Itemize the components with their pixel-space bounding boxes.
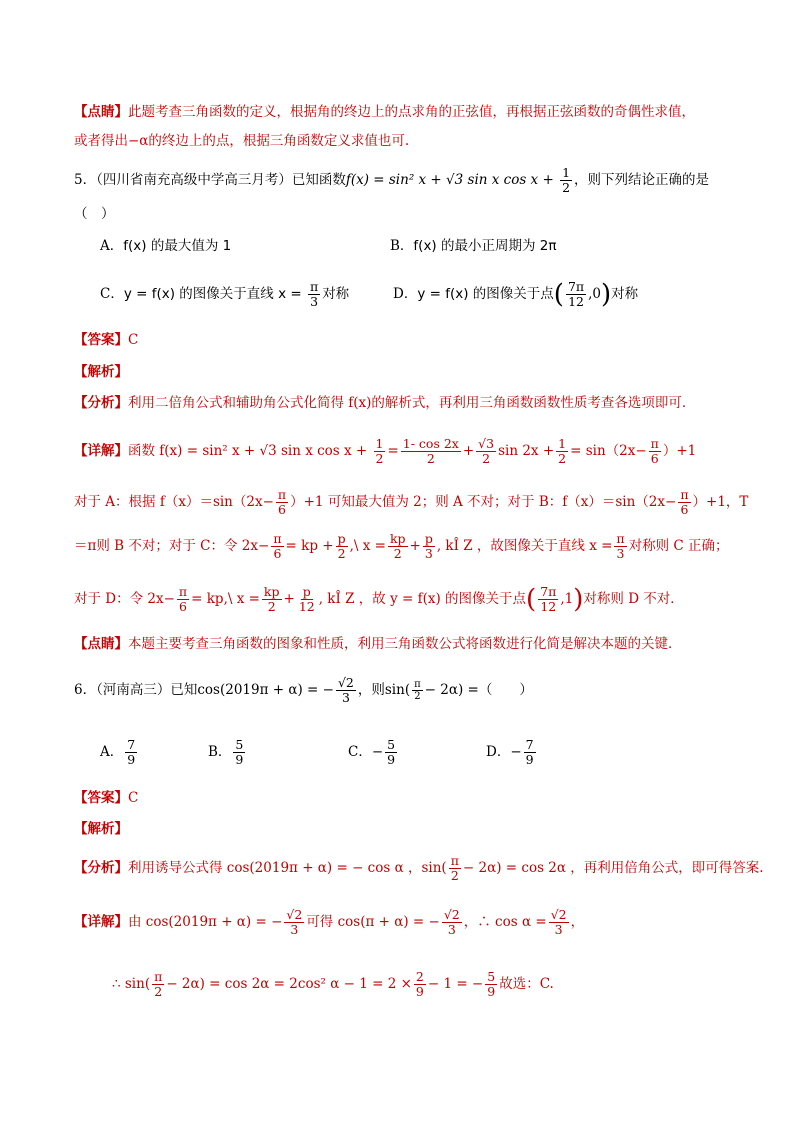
q5-jiexi: 【解析】 bbox=[74, 364, 128, 380]
q6-option-c: C．− $\frac{5}{9}$ bbox=[348, 737, 396, 767]
q6-analysis: 【分析】利用诱导公式得 cos(2019π + α) = − cos α ，sin( $\frac{\pi}{2}$ − 2α) = cos 2α ，再利用倍角公式，即可得答案. bbox=[74, 853, 764, 883]
dianjing-tag: 【点睛】 bbox=[74, 104, 128, 120]
q5-reasoning-1: 对于 A：根据 f（x）＝sin（2x− $\frac{\pi}{6}$ ）+1 可知最大值为 2；则 A 不对；对于 B：f（x）＝sin（2x− $\frac{\pi}{6}$ ）+1，T bbox=[74, 487, 749, 517]
q5-detail: 【详解】函数 f(x) = sin² x + √3 sin x cos x + $\frac{1}{2}$ = $\frac{1- \cos 2x}{2}$ + $\frac{√3}{2}$ sin 2x + $\frac{1}{2}$ = sin（2x− $\frac{\pi}{6}$ ）+1 bbox=[74, 436, 697, 466]
question-5-stem bbox=[74, 166, 709, 195]
dianjing-line-1 bbox=[74, 102, 695, 122]
q5-analysis: 【分析】利用二倍角公式和辅助角公式化简得 f(x)的解析式，再利用三角函数函数性质考查各选项即可． bbox=[74, 395, 696, 411]
q6-jiexi: 【解析】 bbox=[74, 821, 128, 837]
q5-answer: 【答案】C bbox=[74, 332, 139, 348]
q5-tail: ，则下列结论正确的是 bbox=[574, 172, 710, 188]
q5-source: （四川省南充高级中学高三月考）已知函数 bbox=[96, 172, 346, 188]
q5-half-fraction: $\frac{1}{2}$ bbox=[562, 165, 571, 195]
question-6-stem: 6．（河南高三）已知cos(2019π + α) = − $\frac{√2}{3}$ ，则sin( $\frac{\pi}{2}$ − 2α) =（ ） bbox=[74, 675, 533, 705]
q5-number: 5． bbox=[74, 172, 97, 188]
q6-option-a: A． $\frac{7}{9}$ bbox=[100, 737, 136, 767]
q5-option-b: B．f(x) 的最小正周期为 2π bbox=[390, 238, 557, 254]
q5-function: f(x) = sin² x + √3 sin x cos x + bbox=[345, 172, 559, 188]
q5-reasoning-2: ＝π则 B 不对；对于 C：令 2x− $\frac{\pi}{6}$ = kp + $\frac{p}{2}$ ,\ x = $\frac{kp}{2}$ + $\frac{p}{3}$ , kÎ Z ，故图像关于直线 x = $\frac{\pi}{3}$ 对称则 C 正确； bbox=[74, 531, 729, 561]
q6-answer: 【答案】C bbox=[74, 790, 139, 806]
q6-detail-2: ∴ sin( $\frac{\pi}{2}$ − 2α) = cos 2α = 2cos² α − 1 = 2 × $\frac{2}{9}$ − 1 = − $\frac{5}{9}$ 故选：C. bbox=[112, 969, 554, 999]
q5-option-a: A．f(x) 的最大值为 1 bbox=[100, 238, 232, 254]
q5-option-d: D．y = f(x) 的图像关于点( $\frac{7\pi}{12}$ ,0)对称 bbox=[393, 279, 639, 310]
q6-detail-1: 【详解】由 cos(2019π + α) = − $\frac{√2}{3}$ 可得 cos(π + α) = − $\frac{√2}{3}$ ，∴ cos α = $\frac{√2}{3}$ ， bbox=[74, 907, 585, 937]
dianjing-line-2 bbox=[74, 131, 409, 151]
dianjing-text-1: 此题考查三角函数的定义，根据角的终边上的点求角的正弦值，再根据正弦函数的奇偶性求值， bbox=[128, 104, 695, 120]
q6-option-d: D．− $\frac{7}{9}$ bbox=[486, 737, 534, 767]
q6-option-b: B． $\frac{5}{9}$ bbox=[208, 737, 244, 767]
q5-paren: （ ） bbox=[74, 206, 115, 222]
q5-reasoning-3: 对于 D：令 2x− $\frac{\pi}{6}$ = kp,\ x = $\frac{kp}{2}$ + $\frac{p}{12}$ , kÎ Z ，故 y = f(x) 的图像关于点( $\frac{7\pi}{12}$ ,1)对称则 D 不对． bbox=[74, 584, 684, 615]
q5-dianjing: 【点睛】本题主要考查三角函数的图象和性质，利用三角函数公式将函数进行化简是解决本题的关键． bbox=[74, 636, 682, 652]
q5-option-c: C．y = f(x) 的图像关于直线 x = $\frac{\pi}{3}$ 对称 bbox=[100, 279, 350, 309]
dianjing-text-2: 或者得出−α的终边上的点，根据三角函数定义求值也可. bbox=[74, 133, 410, 149]
